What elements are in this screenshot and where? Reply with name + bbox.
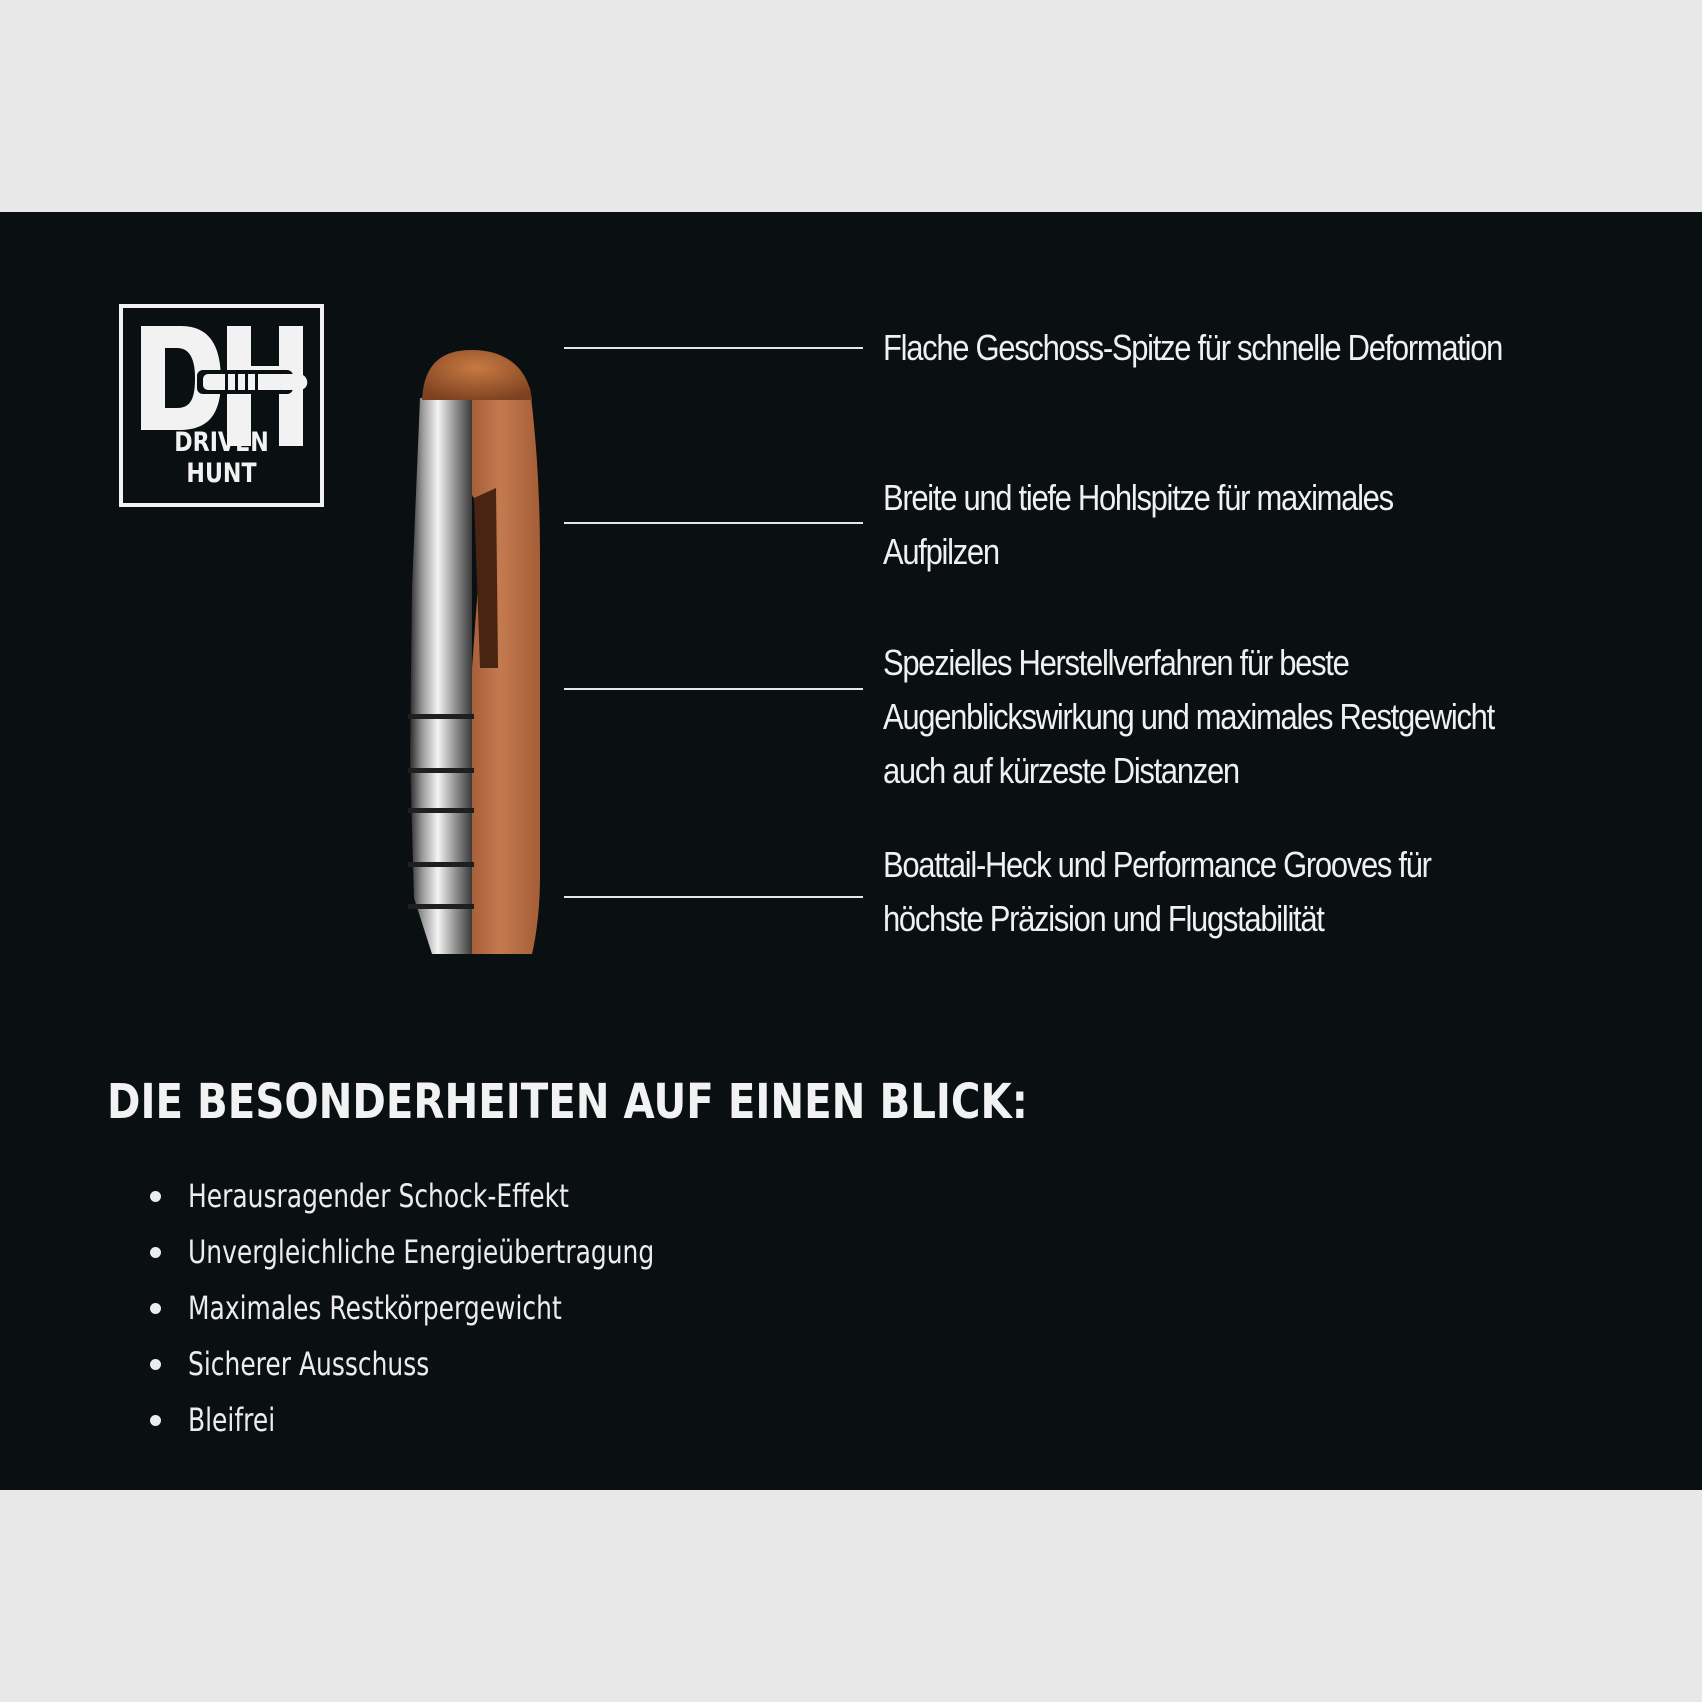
bullet-dot-icon xyxy=(150,1359,161,1370)
callout-line-boattail xyxy=(564,896,863,898)
list-item: Herausragender Schock-Effekt xyxy=(145,1168,786,1224)
bullet-dot-icon xyxy=(150,1247,161,1258)
features-heading: DIE BESONDERHEITEN AUF EINEN BLICK: xyxy=(107,1074,1028,1130)
list-item: Maximales Restkörpergewicht xyxy=(145,1280,786,1336)
callout-line-manufacturing xyxy=(564,688,863,690)
callout-line-hollow-point xyxy=(564,522,863,524)
bullet-dot-icon xyxy=(150,1191,161,1202)
callout-line-tip xyxy=(564,347,863,349)
callout-boattail: Boattail-Heck und Performance Grooves für höchste Präzision und Flugstabilität xyxy=(883,844,1431,939)
bullet-dot-icon xyxy=(150,1415,161,1426)
bullet-cutaway-icon xyxy=(400,338,570,958)
list-item: Sicherer Ausschuss xyxy=(145,1336,786,1392)
product-feature-panel xyxy=(0,212,1702,1490)
list-item: Bleifrei xyxy=(145,1392,786,1448)
callout-manufacturing: Spezielles Herstellverfahren für beste Augenblickswirkung und maximales Restgewicht auch auf kürzeste Distanzen xyxy=(883,642,1494,791)
list-item: Unvergleichliche Energieübertragung xyxy=(145,1224,786,1280)
callout-hollow-point: Breite und tiefe Hohlspitze für maximales Aufpilzen xyxy=(883,477,1393,572)
features-list xyxy=(145,1168,786,1448)
callout-tip: Flache Geschoss-Spitze für schnelle Deformation xyxy=(883,327,1503,368)
driven-hunt-logo xyxy=(119,304,324,507)
bullet-dot-icon xyxy=(150,1303,161,1314)
logo-wordmark: DRIVEN HUNT xyxy=(174,427,269,489)
